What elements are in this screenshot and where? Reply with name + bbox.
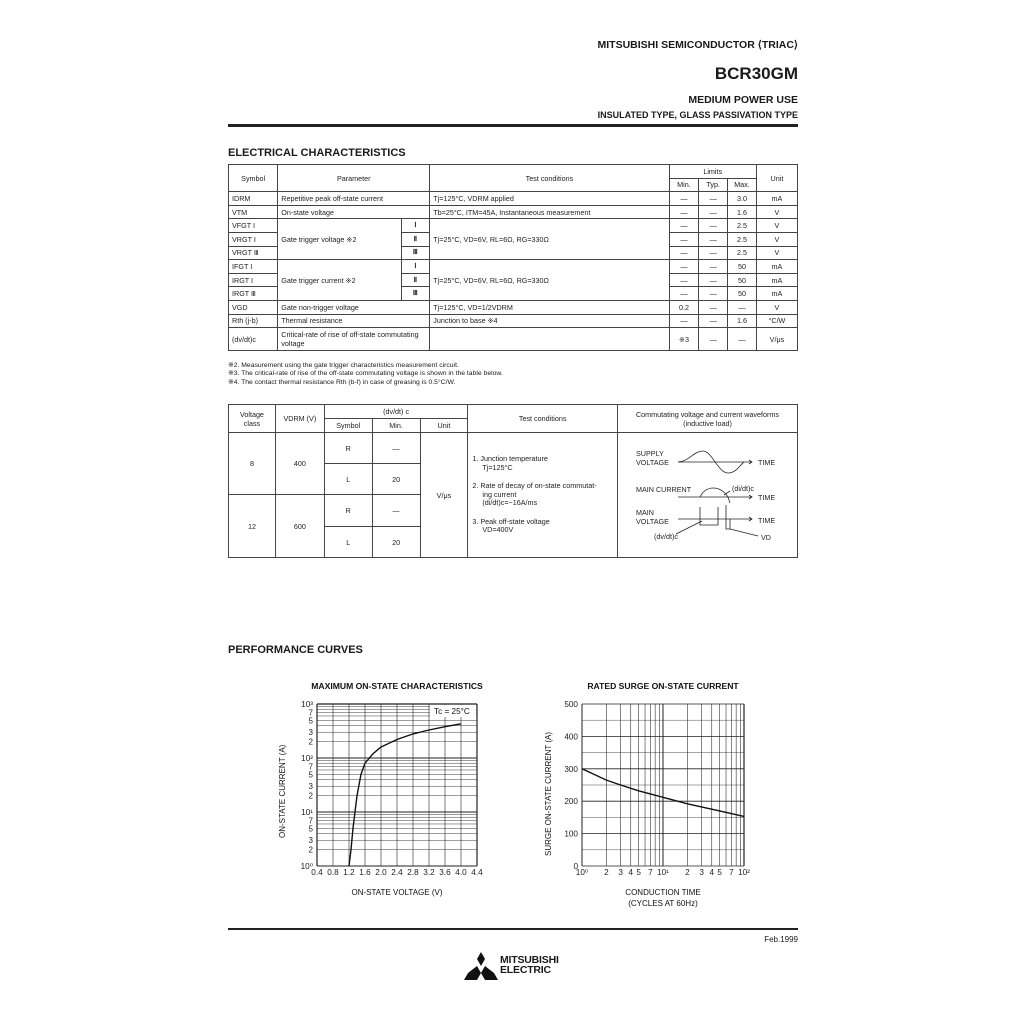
cell-test: Tb=25°C, ITM=45A, Instantaneous measurement: [430, 205, 669, 219]
chart2-xtick: 7: [729, 868, 734, 877]
chart2-xtick: 10¹: [657, 868, 669, 877]
chart1-ytick-minor: 2: [308, 791, 313, 801]
cell-max: 50: [728, 287, 757, 301]
cell-mode: Ⅱ: [401, 273, 430, 287]
col-typ: Typ.: [699, 178, 728, 192]
cell-symbol: VRGT Ⅰ: [229, 232, 278, 246]
chart2-xtick: 3: [699, 868, 704, 877]
type-line: INSULATED TYPE, GLASS PASSIVATION TYPE: [597, 110, 798, 120]
wave-label-didt: (di/dt)c: [732, 484, 755, 493]
chart1-series-line: [349, 724, 461, 866]
footnote-3: ※3. The critical-rate of rise of the off-state commutating voltage is shown in the table below.: [228, 370, 503, 378]
chart1-ytick-decade: 10²: [301, 754, 313, 763]
cell-max: 50: [728, 260, 757, 274]
col-symbol: Symbol: [229, 165, 278, 192]
col-max: Max.: [728, 178, 757, 192]
cell-min: —: [669, 192, 699, 206]
chart2-ytick: 100: [564, 829, 578, 839]
cell-parameter: Gate trigger voltage ※2: [278, 219, 401, 260]
company-line: MITSUBISHI SEMICONDUCTOR ⟨TRIAC⟩: [597, 39, 798, 51]
chart2-ytick: 0: [573, 862, 578, 871]
table-row: [229, 205, 798, 219]
wave-label-vd: VD: [761, 533, 772, 542]
cell-max: 2.5: [728, 219, 757, 233]
cell-typ: —: [699, 232, 728, 246]
chart1-ytick-minor: 5: [308, 770, 313, 780]
cell-mode: Ⅰ: [401, 219, 430, 233]
wave-label-dvdt: (dv/dt)c: [654, 532, 679, 541]
condition-3-value: VD=400V: [482, 525, 514, 535]
cell-parameter: Gate non-trigger voltage: [278, 300, 430, 314]
cell-unit: V: [756, 246, 797, 260]
chart1-ytick-minor: 3: [308, 782, 313, 792]
cell-symbol-l: L: [324, 464, 372, 495]
col-parameter: Parameter: [278, 165, 430, 192]
col-unit: Unit: [756, 165, 797, 192]
cell-min: —: [372, 433, 420, 464]
cell-test: Tj=125°C, VDRM applied: [430, 192, 669, 206]
cell-typ: —: [699, 273, 728, 287]
dvdt-pointer: [676, 521, 702, 534]
cell-typ: —: [699, 328, 728, 351]
chart2-ytick: 400: [564, 732, 578, 742]
header-rule: [228, 124, 798, 127]
electrical-title: ELECTRICAL CHARACTERISTICS: [228, 147, 406, 159]
footnotes: [228, 362, 503, 387]
col-vdrm: VDRM (V): [275, 405, 324, 433]
chart1-xtick: 0.8: [327, 868, 339, 877]
chart2-ticks: [564, 700, 750, 877]
part-number: BCR30GM: [714, 64, 798, 83]
cell-symbol: (dv/dt)c: [229, 328, 278, 351]
cell-max: 1.6: [728, 314, 757, 328]
cell-max: 2.5: [728, 232, 757, 246]
cell-test: Tj=25°C, VD=6V, RL=6Ω, RG=330Ω: [430, 260, 669, 301]
cell-unit: V: [756, 300, 797, 314]
cell-mode: Ⅱ: [401, 232, 430, 246]
footer-date: Feb.1999: [764, 935, 798, 944]
condition-1-value: Tj=125°C: [482, 462, 513, 472]
condition-2: 2. Rate of decay of on-state commutat-: [472, 481, 597, 491]
mitsubishi-logo-icon: [464, 952, 498, 980]
chart2-xtick: 5: [636, 868, 641, 877]
chart1-xtick: 2.8: [407, 868, 419, 877]
waveform-diagram: [618, 433, 796, 555]
table-row: [229, 328, 798, 351]
cell-unit: V/μs: [420, 433, 468, 558]
chart1-xtick: 1.2: [343, 868, 355, 877]
cell-symbol: Rth (j-b): [229, 314, 278, 328]
wave-label-main-voltage: VOLTAGE: [636, 517, 670, 526]
cell-min: —: [669, 314, 699, 328]
chart1-ytick-minor: 2: [308, 737, 313, 747]
chart1-xlabel: ON-STATE VOLTAGE (V): [351, 888, 443, 897]
cell-typ: —: [699, 300, 728, 314]
wave-label-time-3: TIME: [758, 516, 776, 525]
col-voltage-class: Voltage class: [229, 405, 276, 433]
cell-unit: mA: [756, 192, 797, 206]
cell-typ: —: [699, 219, 728, 233]
cell-symbol-l: L: [324, 527, 372, 558]
condition-1: 1. Junction temperature: [472, 453, 548, 463]
chart2-xtick: 10⁰: [575, 868, 589, 877]
cell-unit: mA: [756, 273, 797, 287]
table-row: [229, 314, 798, 328]
chart2-xtick: 3: [618, 868, 623, 877]
cell-unit: °C/W: [756, 314, 797, 328]
cell-typ: —: [699, 246, 728, 260]
chart2-xtick: 2: [685, 868, 690, 877]
col-limits: Limits: [669, 165, 756, 179]
chart2-xtick: 10²: [738, 868, 750, 877]
chart2-xlabel: CONDUCTION TIME: [625, 888, 701, 897]
col-dvdt: (dv/dt) c: [324, 405, 468, 419]
wave-label-main: MAIN: [636, 508, 655, 517]
cell-max: 2.5: [728, 246, 757, 260]
chart2-ytick: 200: [564, 797, 578, 807]
chart1-ytick-minor: 7: [308, 762, 313, 772]
cell-test: Tj=25°C, VD=6V, RL=6Ω, RG=330Ω: [430, 219, 669, 260]
chart1-ytick-minor: 3: [308, 836, 313, 846]
cell-vdrm: 400: [275, 433, 324, 495]
cell-symbol: VFGT Ⅰ: [229, 219, 278, 233]
chart1-xtick: 4.4: [471, 868, 483, 877]
wave-label-time-1: TIME: [758, 458, 776, 467]
cell-typ: —: [699, 205, 728, 219]
chart1-ylabel: ON-STATE CURRENT (A): [278, 744, 287, 838]
cell-parameter: On-state voltage: [278, 205, 430, 219]
chart1-xtick: 2.0: [375, 868, 387, 877]
cell-symbol: IDRM: [229, 192, 278, 206]
cell-waveforms: [617, 433, 797, 558]
condition-2-cont: ing current: [482, 489, 517, 499]
cell-typ: —: [699, 260, 728, 274]
cell-symbol-r: R: [324, 495, 372, 527]
logo-line-1: MITSUBISHI: [500, 954, 559, 966]
cell-symbol: VGD: [229, 300, 278, 314]
cell-test: Junction to base ※4: [430, 314, 669, 328]
cell-class: 8: [229, 433, 276, 495]
cell-min: 20: [372, 464, 420, 495]
col-unit: Unit: [420, 419, 468, 433]
arrow-time-1: [744, 460, 752, 464]
chart1-ytick-decade: 10¹: [301, 808, 313, 817]
chart1-xtick: 1.6: [359, 868, 371, 877]
cell-conditions: [468, 433, 618, 558]
cell-min: 0.2: [669, 300, 699, 314]
col-waveforms: Commutating voltage and current waveforms (inductive load): [617, 405, 797, 433]
main-current-wave: [700, 488, 730, 503]
table-row: [229, 300, 798, 314]
wave-label-time-2: TIME: [758, 493, 776, 502]
cell-max: —: [728, 300, 757, 314]
chart1-xtick: 3.6: [439, 868, 451, 877]
chart2-title: RATED SURGE ON-STATE CURRENT: [587, 681, 739, 691]
cell-min: —: [669, 273, 699, 287]
cell-symbol: VTM: [229, 205, 278, 219]
chart2-ytick: 300: [564, 764, 578, 774]
cell-min: —: [669, 287, 699, 301]
chart1-ytick-decade: 10³: [301, 700, 313, 709]
cell-typ: —: [699, 287, 728, 301]
cell-typ: —: [699, 314, 728, 328]
cell-min: —: [669, 246, 699, 260]
cell-class: 12: [229, 495, 276, 558]
condition-2-value: (di/dt)c=−16A/ms: [482, 498, 538, 508]
cell-test: Tj=125°C, VD=1/2VDRM: [430, 300, 669, 314]
cell-unit: V/μs: [756, 328, 797, 351]
chart2-ytick: 500: [564, 700, 578, 709]
chart1-annotation: Tc = 25°C: [434, 707, 470, 716]
cell-symbol: IRGT Ⅲ: [229, 287, 278, 301]
cell-symbol: IRGT Ⅰ: [229, 273, 278, 287]
cell-min: —: [669, 232, 699, 246]
col-test: Test conditions: [430, 165, 669, 192]
wave-label-supply: SUPPLY: [636, 449, 665, 458]
cell-mode: Ⅰ: [401, 260, 430, 274]
cell-min: —: [372, 495, 420, 527]
commutating-table: [228, 404, 798, 558]
chart1-xtick: 3.2: [423, 868, 435, 877]
footer-rule: [228, 928, 798, 930]
chart1-grid: [317, 704, 477, 866]
col-min: Min.: [669, 178, 699, 192]
chart2-ylabel: SURGE ON-STATE CURRENT (A): [544, 731, 553, 856]
use-line: MEDIUM POWER USE: [688, 94, 798, 106]
cell-unit: V: [756, 232, 797, 246]
chart2-xtick: 5: [717, 868, 722, 877]
cell-parameter: Gate trigger current ※2: [278, 260, 401, 301]
chart1-xtick: 0.4: [311, 868, 323, 877]
cell-min: —: [669, 219, 699, 233]
chart2-xtick: 4: [709, 868, 715, 877]
chart-surge: [540, 676, 780, 916]
chart2-xtick: 2: [604, 868, 609, 877]
chart1-xtick: 4.0: [455, 868, 467, 877]
table-row: [229, 433, 798, 464]
main-voltage-step-2: [726, 505, 730, 529]
cell-unit: mA: [756, 260, 797, 274]
chart2-xlabel-2: (CYCLES AT 60Hz): [628, 899, 698, 908]
table-row: [229, 219, 798, 233]
chart1-ytick-minor: 7: [308, 708, 313, 718]
chart1-ytick-minor: 3: [308, 728, 313, 738]
footnote-4: ※4. The contact thermal resistance Rth (b-f) in case of greasing is 0.5°C/W.: [228, 378, 456, 386]
cell-mode: Ⅲ: [401, 287, 430, 301]
chart-on-state: [270, 676, 500, 906]
cell-max: —: [728, 328, 757, 351]
chart1-ytick-minor: 5: [308, 824, 313, 834]
table-row: [229, 192, 798, 206]
mitsubishi-logo-text: [500, 955, 559, 975]
cell-max: 3.0: [728, 192, 757, 206]
cell-min: ※3: [669, 328, 699, 351]
chart1-xtick: 2.4: [391, 868, 403, 877]
logo-line-2: ELECTRIC: [500, 964, 551, 976]
cell-mode: Ⅲ: [401, 246, 430, 260]
wave-label-voltage: VOLTAGE: [636, 458, 670, 467]
chart1-ytick-decade: 10⁰: [300, 862, 313, 871]
cell-unit: mA: [756, 287, 797, 301]
cell-min: —: [669, 260, 699, 274]
table-row: [229, 260, 798, 274]
cell-vdrm: 600: [275, 495, 324, 558]
cell-unit: V: [756, 219, 797, 233]
performance-title: PERFORMANCE CURVES: [228, 644, 363, 656]
chart2-grid: [582, 704, 744, 866]
footnote-2: ※2. Measurement using the gate trigger characteristics measurement circuit.: [228, 362, 459, 369]
wave-label-main-current: MAIN CURRENT: [636, 485, 692, 494]
chart1-ytick-minor: 2: [308, 845, 313, 855]
cell-typ: —: [699, 192, 728, 206]
main-voltage-step-1: [700, 507, 718, 525]
col-test-conditions: Test conditions: [468, 405, 618, 433]
cell-symbol: IFGT Ⅰ: [229, 260, 278, 274]
cell-parameter: Thermal resistance: [278, 314, 430, 328]
cell-parameter: Critical-rate of rise of off-state commutating voltage: [278, 328, 430, 351]
arrow-time-2: [744, 495, 752, 499]
col-symbol: Symbol: [324, 419, 372, 433]
cell-test: [430, 328, 669, 351]
chart1-ytick-minor: 7: [308, 816, 313, 826]
cell-symbol-r: R: [324, 433, 372, 464]
cell-max: 50: [728, 273, 757, 287]
chart2-xtick: 4: [628, 868, 634, 877]
arrow-time-3: [744, 517, 752, 521]
cell-min: —: [669, 205, 699, 219]
chart2-xtick: 7: [648, 868, 653, 877]
electrical-table: [228, 164, 798, 351]
chart1-ticks: [301, 700, 484, 877]
cell-unit: V: [756, 205, 797, 219]
cell-min: 20: [372, 527, 420, 558]
cell-parameter: Repetitive peak off-state current: [278, 192, 430, 206]
chart1-title: MAXIMUM ON-STATE CHARACTERISTICS: [311, 681, 483, 691]
condition-3: 3. Peak off-state voltage: [472, 516, 550, 526]
chart1-ytick-minor: 5: [308, 716, 313, 726]
cell-max: 1.6: [728, 205, 757, 219]
cell-symbol: VRGT Ⅲ: [229, 246, 278, 260]
vd-pointer: [730, 529, 758, 536]
col-min: Min.: [372, 419, 420, 433]
